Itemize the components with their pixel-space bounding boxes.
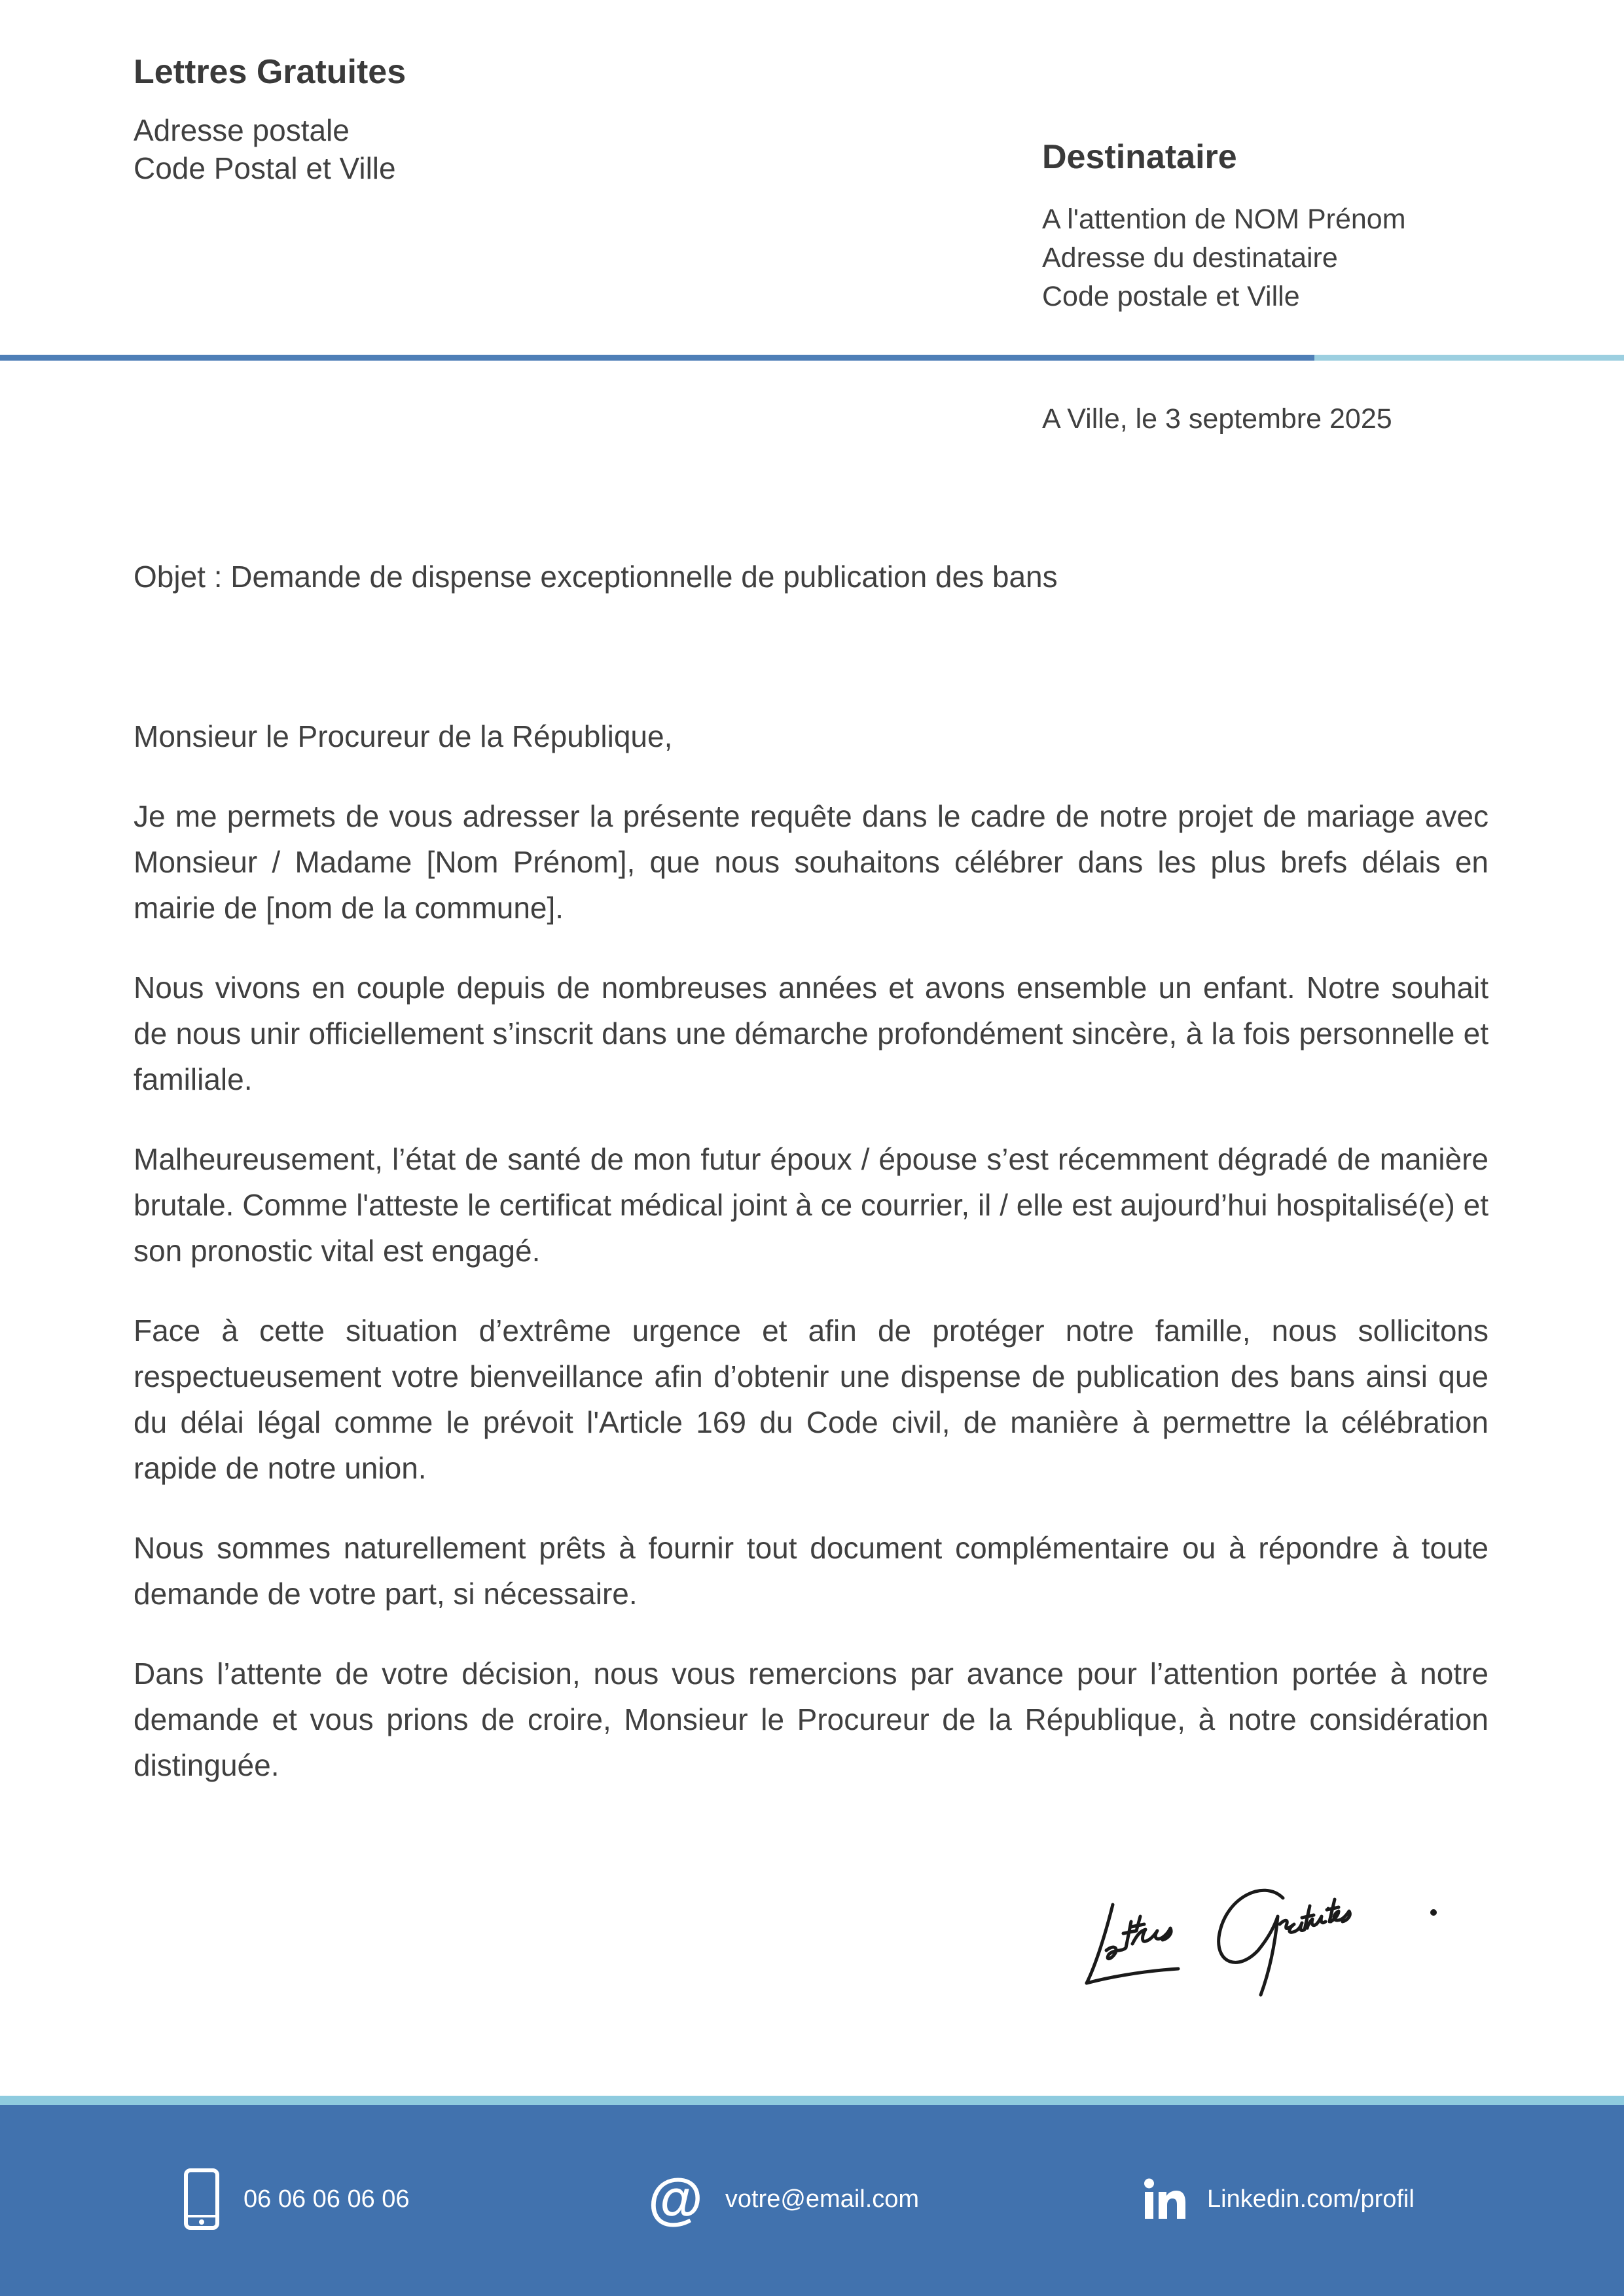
footer-linkedin — [1143, 2160, 1415, 2238]
body-paragraph-3: Malheureusement, l’état de santé de mon futur époux / épouse s’est récemment dégradé de manière brutale. Comme l'atteste le certificat médical joint à ce courrier, il / elle est aujourd’hui hospitalisé(e) et son pronostic vital est engagé. — [134, 1142, 1489, 1268]
recipient-line-1: A l'attention de NOM Prénom — [1042, 204, 1406, 235]
letter-body — [134, 713, 1489, 1822]
recipient-line-2: Adresse du destinataire — [1042, 242, 1338, 274]
body-paragraph-5: Nous sommes naturellement prêts à fournir tout document complémentaire ou à répondre à toute demande de votre part, si nécessaire. — [134, 1531, 1489, 1611]
body-paragraph-4: Face à cette situation d’extrême urgence et afin de protéger notre famille, nous sollicitons respectueusement votre bienveillance afin d’obtenir une dispense de publication des bans ainsi que du délai légal comme le prévoit l'Article 169 du Code civil, de manière à permettre la célébration rapide de notre union. — [134, 1314, 1489, 1485]
body-paragraph-1: Je me permets de vous adresser la présente requête dans le cadre de notre projet de mariage avec Monsieur / Madame [Nom Prénom], que nous souhaitons célébrer dans les plus brefs délais en mairie de [nom de la commune]. — [134, 799, 1489, 925]
body-paragraph-2: Nous vivons en couple depuis de nombreuses années et avons ensemble un enfant. Notre souhait de nous unir officiellement s’inscrit dans une démarche profondément sincère, à la fois personnelle et familiale. — [134, 971, 1489, 1096]
sender-name: Lettres Gratuites — [134, 53, 406, 91]
handwritten-signature — [1067, 1852, 1447, 2009]
body-paragraph-6: Dans l’attente de votre décision, nous vous remercions par avance pour l’attention portée à notre demande et vous prions de croire, Monsieur le Procureur de la République, à notre considération distinguée. — [134, 1657, 1489, 1782]
salutation: Monsieur le Procureur de la République, — [134, 719, 673, 753]
header-divider-light — [1314, 355, 1624, 361]
footer-linkedin-text: Linkedin.com/profil — [1207, 2185, 1415, 2213]
object-line: Objet : Demande de dispense exceptionnelle de publication des bans — [134, 560, 1058, 594]
linkedin-icon — [1143, 2178, 1186, 2221]
header-divider-dark — [0, 355, 1314, 361]
recipient-address — [1042, 200, 1406, 316]
footer-phone — [183, 2160, 410, 2238]
date-line: A Ville, le 3 septembre 2025 — [1042, 403, 1392, 435]
footer-email — [648, 2160, 919, 2238]
footer-stripe — [0, 2096, 1624, 2105]
phone-icon — [183, 2168, 220, 2231]
footer-email-text: votre@email.com — [725, 2185, 920, 2213]
recipient-line-3: Code postale et Ville — [1042, 281, 1300, 312]
at-sign-icon: @ — [648, 2168, 703, 2231]
sender-address-line-1: Adresse postale — [134, 113, 350, 147]
sender-address-line-2: Code Postal et Ville — [134, 151, 396, 185]
recipient-title: Destinataire — [1042, 138, 1237, 176]
sender-address — [134, 111, 396, 187]
footer-phone-text: 06 06 06 06 06 — [244, 2185, 410, 2213]
